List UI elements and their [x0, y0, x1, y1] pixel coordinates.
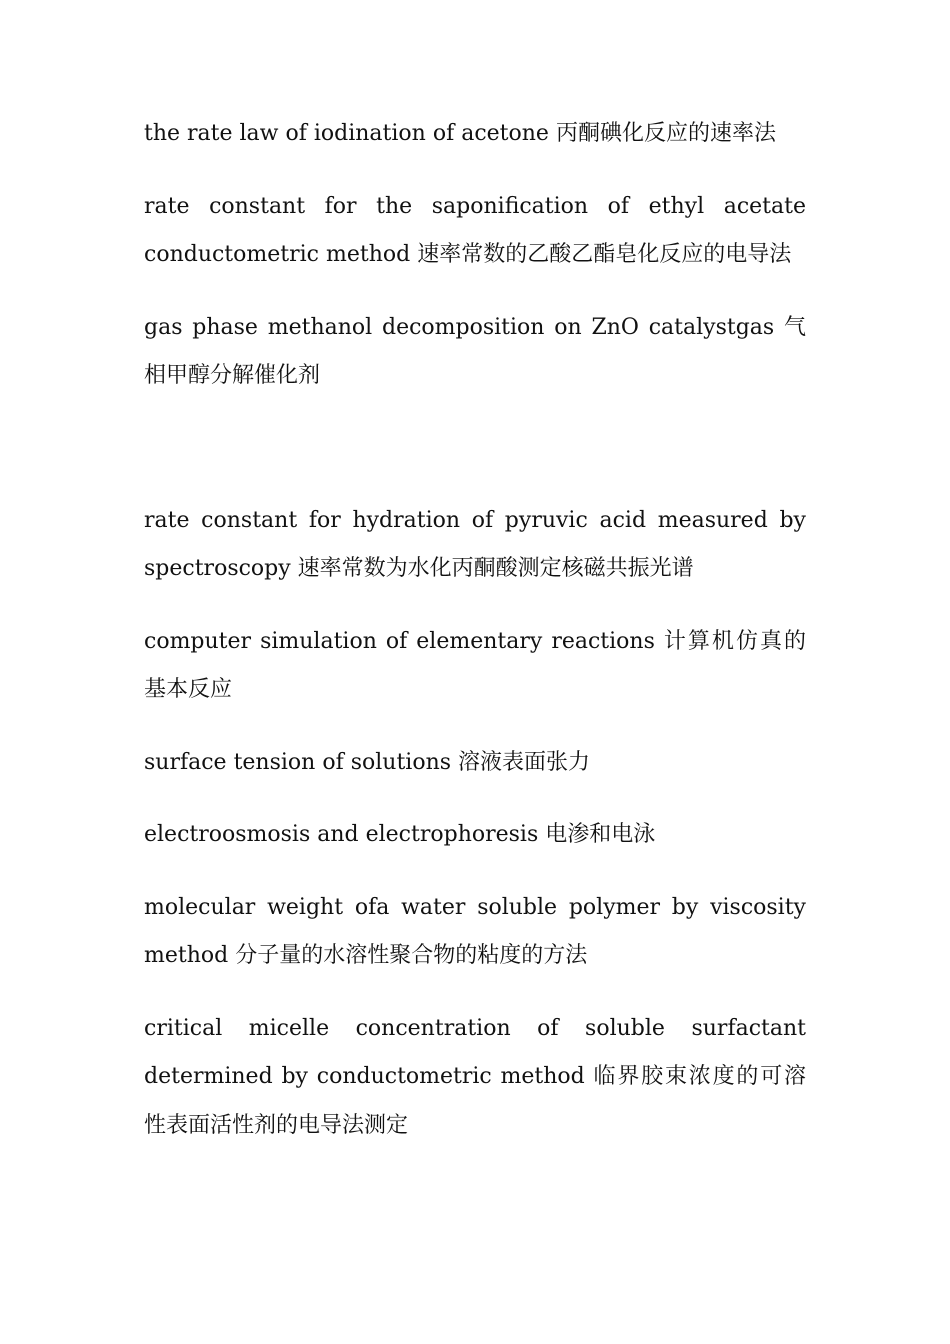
glossary-entry-computer-simulation: computer simulation of elementary reactions 计算机仿真的基本反应 — [144, 628, 806, 702]
glossary-entry-methanol-decomposition: gas phase methanol decomposition on ZnO catalystgas 气相甲醇分解催化剂 — [144, 314, 806, 388]
glossary-entry-pyruvic-acid: rate constant for hydration of pyruvic acid measured by spectroscopy 速率常数为水化丙酮酸测定核磁共振光谱 — [144, 507, 806, 581]
glossary-entry-iodination: the rate law of iodination of acetone 丙酮碘化反应的速率法 — [144, 121, 776, 146]
glossary-list — [144, 110, 806, 1174]
glossary-entry-surface-tension: surface tension of solutions 溶液表面张力 — [144, 749, 591, 775]
glossary-entry-molecular-weight: molecular weight ofa water soluble polymer by viscosity method 分子量的水溶性聚合物的粘度的方法 — [144, 894, 806, 968]
glossary-entry-saponification: rate constant for the saponification of ethyl acetate conductometric method 速率常数的乙酸乙酯皂化反应的电导法 — [144, 193, 806, 267]
glossary-entry-electroosmosis: electroosmosis and electrophoresis 电渗和电泳 — [144, 822, 656, 847]
glossary-entry-micelle-concentration: critical micelle concentration of soluble surfactant determined by conductometric method 临界胶束浓度的可溶性表面活性剂的电导法测定 — [144, 1015, 806, 1138]
